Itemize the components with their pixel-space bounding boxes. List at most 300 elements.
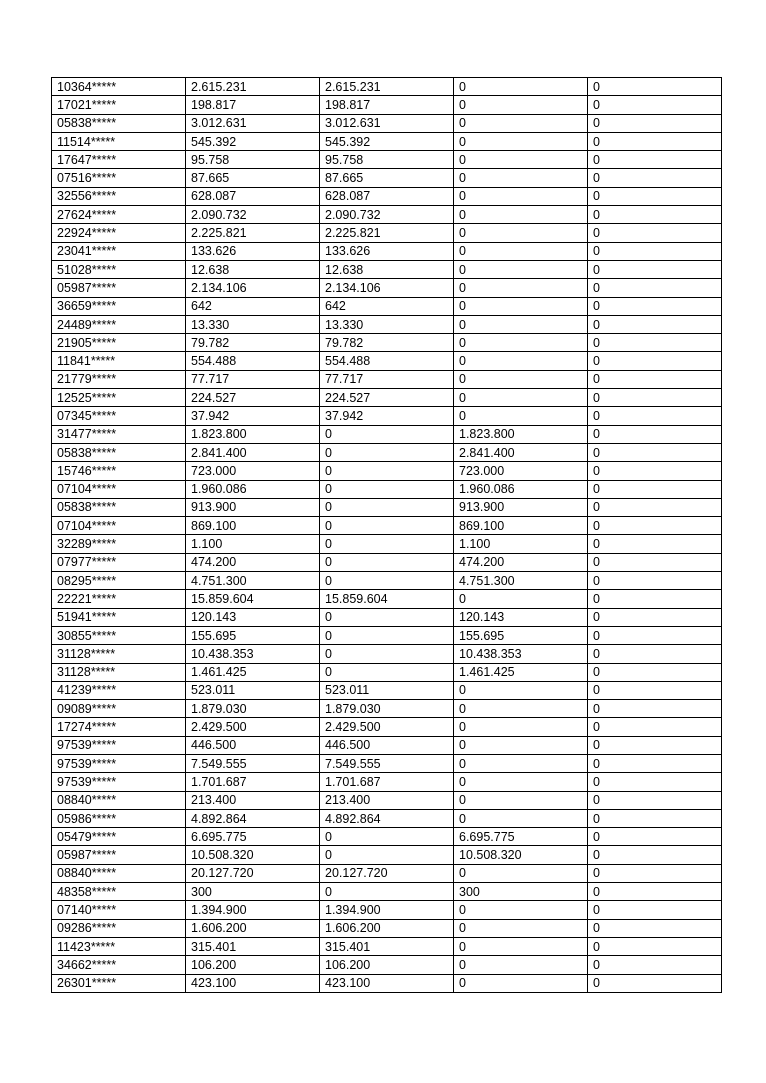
col5-cell: 0	[588, 736, 722, 754]
col5-cell: 0	[588, 242, 722, 260]
col4-cell: 0	[454, 96, 588, 114]
col3-cell: 0	[320, 443, 454, 461]
table-row	[52, 626, 722, 644]
col4-cell: 2.841.400	[454, 443, 588, 461]
col3-cell: 133.626	[320, 242, 454, 260]
col3-cell: 1.394.900	[320, 901, 454, 919]
table-row	[52, 572, 722, 590]
id-cell: 30855*****	[52, 626, 186, 644]
col5-cell: 0	[588, 297, 722, 315]
col5-cell: 0	[588, 224, 722, 242]
col4-cell: 0	[454, 389, 588, 407]
col5-cell: 0	[588, 187, 722, 205]
table-row	[52, 425, 722, 443]
id-cell: 97539*****	[52, 754, 186, 772]
col5-cell: 0	[588, 718, 722, 736]
col3-cell: 0	[320, 663, 454, 681]
col5-cell: 0	[588, 919, 722, 937]
col5-cell: 0	[588, 700, 722, 718]
table-row	[52, 809, 722, 827]
col4-cell: 10.508.320	[454, 846, 588, 864]
col4-cell: 0	[454, 114, 588, 132]
col3-cell: 554.488	[320, 352, 454, 370]
amount-cell: 2.090.732	[186, 206, 320, 224]
amount-cell: 2.615.231	[186, 78, 320, 96]
table-row	[52, 114, 722, 132]
col5-cell: 0	[588, 462, 722, 480]
col3-cell: 0	[320, 553, 454, 571]
id-cell: 08840*****	[52, 864, 186, 882]
id-cell: 26301*****	[52, 974, 186, 992]
amount-cell: 224.527	[186, 389, 320, 407]
col3-cell: 1.701.687	[320, 773, 454, 791]
col5-cell: 0	[588, 937, 722, 955]
col3-cell: 0	[320, 498, 454, 516]
col5-cell: 0	[588, 315, 722, 333]
amount-cell: 1.606.200	[186, 919, 320, 937]
col4-cell: 1.100	[454, 535, 588, 553]
table-row	[52, 132, 722, 150]
col4-cell: 6.695.775	[454, 828, 588, 846]
col5-cell: 0	[588, 96, 722, 114]
col4-cell: 0	[454, 736, 588, 754]
col4-cell: 0	[454, 260, 588, 278]
col5-cell: 0	[588, 809, 722, 827]
amount-cell: 423.100	[186, 974, 320, 992]
table-row	[52, 846, 722, 864]
amount-cell: 133.626	[186, 242, 320, 260]
id-cell: 23041*****	[52, 242, 186, 260]
amount-cell: 869.100	[186, 517, 320, 535]
col4-cell: 0	[454, 718, 588, 736]
amount-cell: 4.751.300	[186, 572, 320, 590]
id-cell: 21905*****	[52, 334, 186, 352]
amount-cell: 79.782	[186, 334, 320, 352]
col3-cell: 4.892.864	[320, 809, 454, 827]
col4-cell: 0	[454, 919, 588, 937]
table-row	[52, 206, 722, 224]
col3-cell: 213.400	[320, 791, 454, 809]
col3-cell: 77.717	[320, 370, 454, 388]
col5-cell: 0	[588, 572, 722, 590]
col4-cell: 0	[454, 937, 588, 955]
table-row	[52, 297, 722, 315]
col4-cell: 0	[454, 791, 588, 809]
col3-cell: 0	[320, 645, 454, 663]
table-row	[52, 315, 722, 333]
col5-cell: 0	[588, 663, 722, 681]
id-cell: 07345*****	[52, 407, 186, 425]
id-cell: 31477*****	[52, 425, 186, 443]
col3-cell: 0	[320, 828, 454, 846]
col3-cell: 12.638	[320, 260, 454, 278]
col4-cell: 1.461.425	[454, 663, 588, 681]
id-cell: 07977*****	[52, 553, 186, 571]
col3-cell: 79.782	[320, 334, 454, 352]
col3-cell: 198.817	[320, 96, 454, 114]
col4-cell: 0	[454, 407, 588, 425]
table-row	[52, 151, 722, 169]
id-cell: 11423*****	[52, 937, 186, 955]
col5-cell: 0	[588, 846, 722, 864]
col3-cell: 106.200	[320, 956, 454, 974]
col5-cell: 0	[588, 498, 722, 516]
table-row	[52, 260, 722, 278]
col3-cell: 1.879.030	[320, 700, 454, 718]
amount-cell: 1.879.030	[186, 700, 320, 718]
table-row	[52, 96, 722, 114]
col3-cell: 20.127.720	[320, 864, 454, 882]
amount-cell: 10.438.353	[186, 645, 320, 663]
col3-cell: 0	[320, 883, 454, 901]
table-row	[52, 645, 722, 663]
amount-cell: 120.143	[186, 608, 320, 626]
id-cell: 08840*****	[52, 791, 186, 809]
col5-cell: 0	[588, 151, 722, 169]
col3-cell: 315.401	[320, 937, 454, 955]
col4-cell: 0	[454, 681, 588, 699]
id-cell: 17647*****	[52, 151, 186, 169]
id-cell: 05838*****	[52, 498, 186, 516]
col4-cell: 1.960.086	[454, 480, 588, 498]
amount-cell: 77.717	[186, 370, 320, 388]
id-cell: 15746*****	[52, 462, 186, 480]
col3-cell: 2.429.500	[320, 718, 454, 736]
id-cell: 51941*****	[52, 608, 186, 626]
col4-cell: 10.438.353	[454, 645, 588, 663]
table-row	[52, 480, 722, 498]
col5-cell: 0	[588, 608, 722, 626]
table-row	[52, 681, 722, 699]
col3-cell: 1.606.200	[320, 919, 454, 937]
amount-cell: 723.000	[186, 462, 320, 480]
table-row	[52, 864, 722, 882]
id-cell: 36659*****	[52, 297, 186, 315]
col4-cell: 0	[454, 370, 588, 388]
id-cell: 31128*****	[52, 663, 186, 681]
col4-cell: 0	[454, 279, 588, 297]
col5-cell: 0	[588, 901, 722, 919]
table-row	[52, 754, 722, 772]
col3-cell: 2.090.732	[320, 206, 454, 224]
col3-cell: 0	[320, 425, 454, 443]
amount-cell: 4.892.864	[186, 809, 320, 827]
table-row	[52, 919, 722, 937]
col3-cell: 2.134.106	[320, 279, 454, 297]
col3-cell: 446.500	[320, 736, 454, 754]
id-cell: 22221*****	[52, 590, 186, 608]
col3-cell: 95.758	[320, 151, 454, 169]
id-cell: 21779*****	[52, 370, 186, 388]
col4-cell: 1.823.800	[454, 425, 588, 443]
col5-cell: 0	[588, 389, 722, 407]
id-cell: 05479*****	[52, 828, 186, 846]
col4-cell: 0	[454, 974, 588, 992]
col3-cell: 545.392	[320, 132, 454, 150]
col3-cell: 87.665	[320, 169, 454, 187]
col5-cell: 0	[588, 754, 722, 772]
col5-cell: 0	[588, 169, 722, 187]
amount-cell: 1.701.687	[186, 773, 320, 791]
amount-cell: 10.508.320	[186, 846, 320, 864]
col3-cell: 7.549.555	[320, 754, 454, 772]
id-cell: 05987*****	[52, 279, 186, 297]
col4-cell: 0	[454, 956, 588, 974]
table-row	[52, 974, 722, 992]
col5-cell: 0	[588, 956, 722, 974]
amount-cell: 155.695	[186, 626, 320, 644]
amount-cell: 628.087	[186, 187, 320, 205]
col5-cell: 0	[588, 114, 722, 132]
amount-cell: 474.200	[186, 553, 320, 571]
col4-cell: 0	[454, 224, 588, 242]
table-row	[52, 883, 722, 901]
table-row	[52, 187, 722, 205]
amount-cell: 3.012.631	[186, 114, 320, 132]
table-row	[52, 498, 722, 516]
amount-cell: 87.665	[186, 169, 320, 187]
col5-cell: 0	[588, 791, 722, 809]
col3-cell: 0	[320, 480, 454, 498]
amount-cell: 12.638	[186, 260, 320, 278]
col3-cell: 15.859.604	[320, 590, 454, 608]
col3-cell: 0	[320, 535, 454, 553]
table-row	[52, 553, 722, 571]
amount-cell: 1.960.086	[186, 480, 320, 498]
col4-cell: 0	[454, 754, 588, 772]
id-cell: 41239*****	[52, 681, 186, 699]
amount-cell: 545.392	[186, 132, 320, 150]
col4-cell: 0	[454, 352, 588, 370]
table-row	[52, 242, 722, 260]
table-row	[52, 462, 722, 480]
table-row	[52, 700, 722, 718]
col4-cell: 913.900	[454, 498, 588, 516]
table-row	[52, 828, 722, 846]
col5-cell: 0	[588, 974, 722, 992]
amount-cell: 15.859.604	[186, 590, 320, 608]
amount-cell: 554.488	[186, 352, 320, 370]
col4-cell: 4.751.300	[454, 572, 588, 590]
id-cell: 48358*****	[52, 883, 186, 901]
col4-cell: 0	[454, 700, 588, 718]
id-cell: 05838*****	[52, 114, 186, 132]
id-cell: 17274*****	[52, 718, 186, 736]
col4-cell: 300	[454, 883, 588, 901]
col5-cell: 0	[588, 517, 722, 535]
amount-cell: 1.823.800	[186, 425, 320, 443]
col4-cell: 0	[454, 901, 588, 919]
col4-cell: 0	[454, 187, 588, 205]
id-cell: 17021*****	[52, 96, 186, 114]
table-row	[52, 608, 722, 626]
amount-cell: 642	[186, 297, 320, 315]
col5-cell: 0	[588, 407, 722, 425]
col4-cell: 869.100	[454, 517, 588, 535]
id-cell: 05838*****	[52, 443, 186, 461]
amount-cell: 300	[186, 883, 320, 901]
id-cell: 09286*****	[52, 919, 186, 937]
amount-cell: 20.127.720	[186, 864, 320, 882]
table-row	[52, 937, 722, 955]
table-row	[52, 169, 722, 187]
col5-cell: 0	[588, 626, 722, 644]
col5-cell: 0	[588, 590, 722, 608]
col5-cell: 0	[588, 883, 722, 901]
amount-cell: 213.400	[186, 791, 320, 809]
col3-cell: 0	[320, 846, 454, 864]
document-page	[51, 77, 721, 993]
amount-cell: 37.942	[186, 407, 320, 425]
col5-cell: 0	[588, 828, 722, 846]
amount-cell: 2.841.400	[186, 443, 320, 461]
amount-cell: 106.200	[186, 956, 320, 974]
amount-cell: 6.695.775	[186, 828, 320, 846]
col5-cell: 0	[588, 425, 722, 443]
table-row	[52, 407, 722, 425]
col3-cell: 523.011	[320, 681, 454, 699]
amount-cell: 315.401	[186, 937, 320, 955]
col4-cell: 0	[454, 151, 588, 169]
col4-cell: 0	[454, 206, 588, 224]
amount-cell: 2.429.500	[186, 718, 320, 736]
table-row	[52, 956, 722, 974]
col3-cell: 0	[320, 572, 454, 590]
col5-cell: 0	[588, 773, 722, 791]
amount-cell: 7.549.555	[186, 754, 320, 772]
amount-cell: 13.330	[186, 315, 320, 333]
table-row	[52, 736, 722, 754]
col3-cell: 224.527	[320, 389, 454, 407]
col4-cell: 0	[454, 864, 588, 882]
data-table	[51, 77, 722, 993]
id-cell: 10364*****	[52, 78, 186, 96]
amount-cell: 2.225.821	[186, 224, 320, 242]
col3-cell: 2.225.821	[320, 224, 454, 242]
id-cell: 05987*****	[52, 846, 186, 864]
amount-cell: 1.100	[186, 535, 320, 553]
col5-cell: 0	[588, 480, 722, 498]
col3-cell: 2.615.231	[320, 78, 454, 96]
col5-cell: 0	[588, 645, 722, 663]
col5-cell: 0	[588, 260, 722, 278]
id-cell: 97539*****	[52, 736, 186, 754]
table-row	[52, 352, 722, 370]
table-body	[52, 78, 722, 993]
col5-cell: 0	[588, 370, 722, 388]
col3-cell: 0	[320, 517, 454, 535]
col5-cell: 0	[588, 279, 722, 297]
table-row	[52, 334, 722, 352]
id-cell: 05986*****	[52, 809, 186, 827]
amount-cell: 913.900	[186, 498, 320, 516]
table-row	[52, 78, 722, 96]
col4-cell: 0	[454, 590, 588, 608]
col5-cell: 0	[588, 443, 722, 461]
id-cell: 32556*****	[52, 187, 186, 205]
id-cell: 32289*****	[52, 535, 186, 553]
table-row	[52, 718, 722, 736]
col3-cell: 423.100	[320, 974, 454, 992]
col4-cell: 0	[454, 132, 588, 150]
col4-cell: 155.695	[454, 626, 588, 644]
col5-cell: 0	[588, 132, 722, 150]
id-cell: 11514*****	[52, 132, 186, 150]
col4-cell: 0	[454, 773, 588, 791]
id-cell: 22924*****	[52, 224, 186, 242]
id-cell: 27624*****	[52, 206, 186, 224]
id-cell: 97539*****	[52, 773, 186, 791]
amount-cell: 446.500	[186, 736, 320, 754]
col5-cell: 0	[588, 334, 722, 352]
col4-cell: 474.200	[454, 553, 588, 571]
id-cell: 07140*****	[52, 901, 186, 919]
col5-cell: 0	[588, 864, 722, 882]
col4-cell: 0	[454, 169, 588, 187]
id-cell: 08295*****	[52, 572, 186, 590]
col3-cell: 0	[320, 608, 454, 626]
col3-cell: 642	[320, 297, 454, 315]
table-row	[52, 443, 722, 461]
amount-cell: 198.817	[186, 96, 320, 114]
col4-cell: 0	[454, 334, 588, 352]
amount-cell: 523.011	[186, 681, 320, 699]
col5-cell: 0	[588, 352, 722, 370]
col4-cell: 723.000	[454, 462, 588, 480]
col5-cell: 0	[588, 78, 722, 96]
id-cell: 11841*****	[52, 352, 186, 370]
table-row	[52, 535, 722, 553]
amount-cell: 95.758	[186, 151, 320, 169]
col4-cell: 0	[454, 315, 588, 333]
table-row	[52, 370, 722, 388]
amount-cell: 2.134.106	[186, 279, 320, 297]
table-row	[52, 773, 722, 791]
col5-cell: 0	[588, 681, 722, 699]
table-row	[52, 279, 722, 297]
col5-cell: 0	[588, 535, 722, 553]
col4-cell: 0	[454, 809, 588, 827]
table-row	[52, 663, 722, 681]
amount-cell: 1.461.425	[186, 663, 320, 681]
col5-cell: 0	[588, 553, 722, 571]
id-cell: 07516*****	[52, 169, 186, 187]
col3-cell: 3.012.631	[320, 114, 454, 132]
id-cell: 24489*****	[52, 315, 186, 333]
col3-cell: 628.087	[320, 187, 454, 205]
col4-cell: 0	[454, 78, 588, 96]
id-cell: 51028*****	[52, 260, 186, 278]
table-row	[52, 590, 722, 608]
col3-cell: 37.942	[320, 407, 454, 425]
table-row	[52, 791, 722, 809]
id-cell: 12525*****	[52, 389, 186, 407]
amount-cell: 1.394.900	[186, 901, 320, 919]
id-cell: 31128*****	[52, 645, 186, 663]
table-row	[52, 389, 722, 407]
id-cell: 09089*****	[52, 700, 186, 718]
col3-cell: 0	[320, 626, 454, 644]
col4-cell: 120.143	[454, 608, 588, 626]
table-row	[52, 224, 722, 242]
table-row	[52, 901, 722, 919]
id-cell: 34662*****	[52, 956, 186, 974]
col4-cell: 0	[454, 242, 588, 260]
col5-cell: 0	[588, 206, 722, 224]
table-row	[52, 517, 722, 535]
id-cell: 07104*****	[52, 517, 186, 535]
id-cell: 07104*****	[52, 480, 186, 498]
